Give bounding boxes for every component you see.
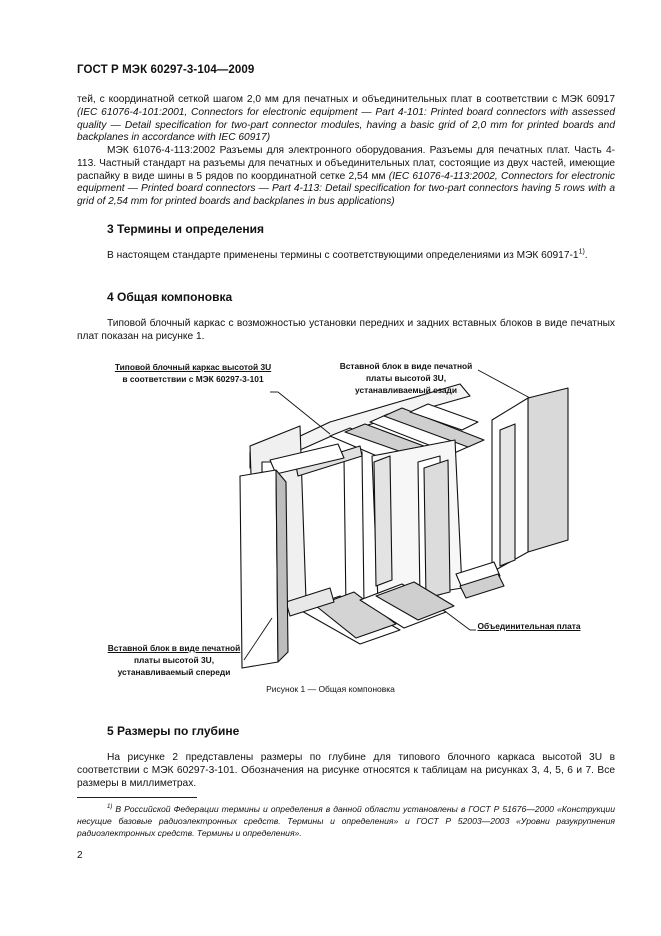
footnote-separator <box>77 797 197 798</box>
section-4-text: Типовой блочный каркас с возможностью установки передних и задних вставных блоков в виде печатных плат показан на рисунке 1. <box>77 318 615 342</box>
label-rear-line1: Вставной блок в виде печатной <box>339 361 473 371</box>
section-3-body: В настоящем стандарте применены термины с соответствующими определениями из МЭК 60917-1 <box>107 250 579 261</box>
intro-p1-italic: (IEC 61076-4-101:2001, Connectors for electronic equipment — Part 4-101: Printed board connectors with assessed quality — Detail specification for two-part connector modules, having a basic grid of 2,0 mm for printed boards and backplanes in accordance with IEC 60917) <box>77 106 615 144</box>
footnote-text: В Российской Федерации термины и определения в данной области установлены в ГОСТ Р 51676—2000 «Конструкции несущие базовые радиоэлектронных средств. Термины и определения» и ГОСТ Р 52003—2003 «Уровни разукрупнения радиоэлектронных средств. Термины и определения». <box>77 804 615 838</box>
label-front-unit <box>104 642 244 678</box>
label-front-line3: устанавливаемый спереди <box>117 667 231 677</box>
intro-p2-text: МЭК 61076-4-113:2002 Разъемы для электронного оборудования. Разъемы для печатных плат. Часть 4-113. Частный стандарт на разъемы для печатных и объединительных плат, состоящие из двух частей, имеющие распайку в виде шины в 5 рядов по координатной сетке 2,54 мм <box>77 145 615 182</box>
label-front-line2: платы высотой 3U, <box>133 655 215 665</box>
label-rear-unit <box>336 360 476 396</box>
section-3-title: 3 Термины и определения <box>107 222 265 236</box>
figure-1-caption: Рисунок 1 — Общая компоновка <box>266 684 395 694</box>
section-3-end: . <box>584 250 588 261</box>
label-front-line1: Вставной блок в виде печатной <box>107 643 241 653</box>
label-subrack-line2: в соответствии с МЭК 60297-3-101 <box>122 374 264 384</box>
label-subrack <box>108 361 278 385</box>
footnote-ref: 1) <box>578 248 585 256</box>
middle-board <box>344 452 364 610</box>
label-subrack-line1: Типовой блочный каркас высотой 3U <box>114 362 272 372</box>
footnote <box>77 803 615 839</box>
label-rear-line2: платы высотой 3U, <box>365 373 447 383</box>
section-5-text: На рисунке 2 представлены размеры по глубине для типового блочного каркаса высотой 3U в соответствии с МЭК 60297-3-101. Обозначения на рисунке относятся к таблицам на рисунках 3, 4, 5, 6 и 7. Все размеры в миллиметрах. <box>77 752 615 789</box>
section-5-title: 5 Размеры по глубине <box>107 724 240 738</box>
label-rear-line3: устанавливаемый сзади <box>355 385 457 395</box>
section-4-title: 4 Общая компоновка <box>107 290 233 304</box>
intro-p2-italic: (IEC 61076-4-113:2002, Connectors for electronic equipment — Printed board connectors — Part 4-113: Detail specification for two-part connectors having 5 rows with a grid of 2,54 mm for printed boards and backplanes in bus applications) <box>77 170 615 208</box>
label-backplane: Объединительная плата <box>477 621 581 631</box>
intro-p1-text: тей, с координатной сеткой шагом 2,0 мм для печатных и объединительных плат в соответствии с МЭК 60917 <box>77 94 615 105</box>
page-number: 2 <box>77 850 83 861</box>
footnote-mark: 1) <box>107 804 113 811</box>
document-header: ГОСТ Р МЭК 60297-3-104—2009 <box>77 64 255 76</box>
